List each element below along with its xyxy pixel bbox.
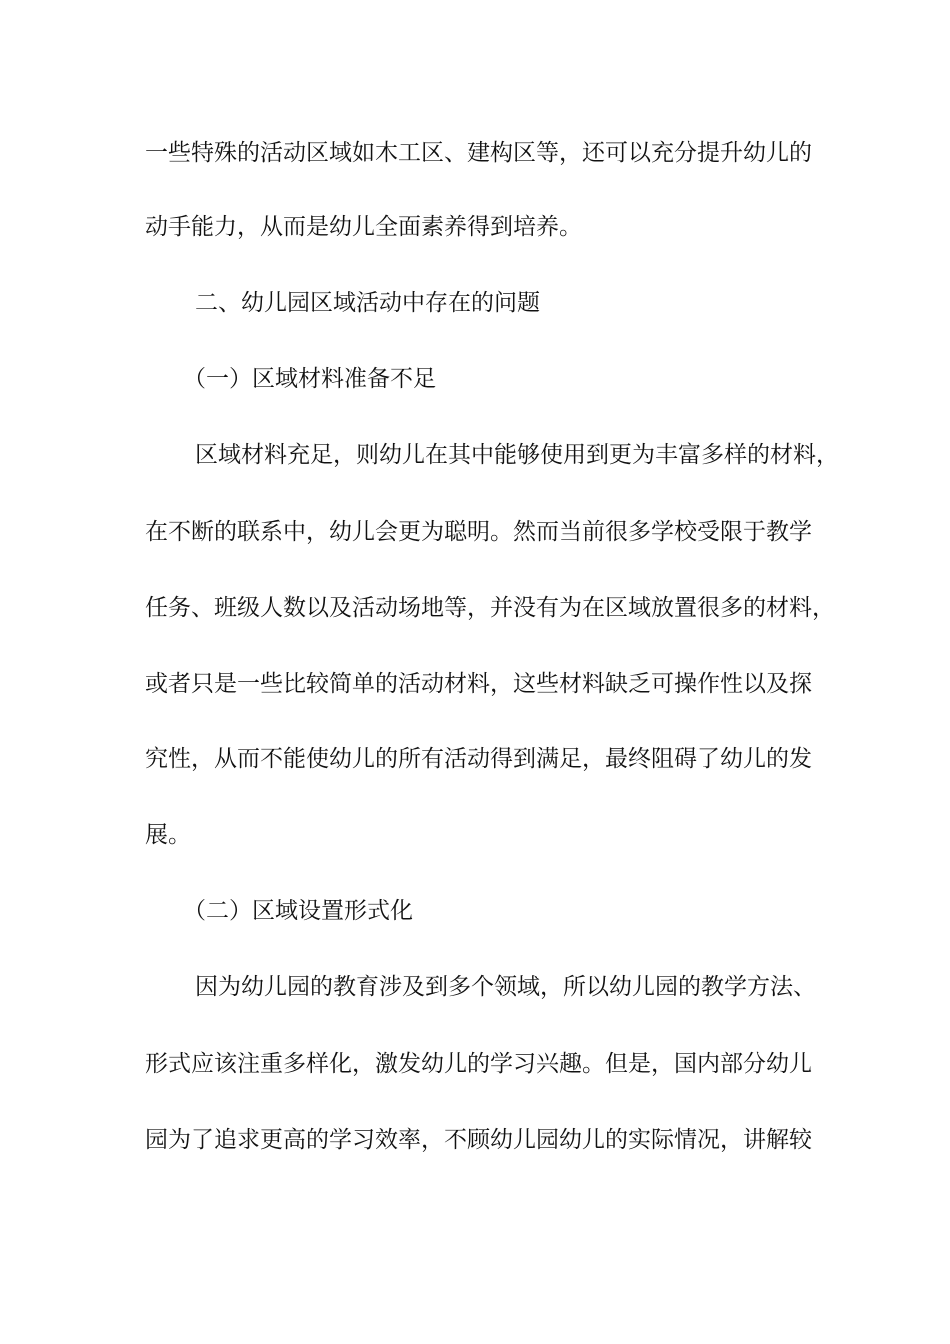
subsection-heading-2: （二）区域设置形式化 bbox=[183, 898, 413, 924]
paragraph-line-2: 在不断的联系中，幼儿会更为聪明。然而当前很多学校受限于教学 bbox=[145, 519, 812, 545]
section-heading: 二、幼儿园区域活动中存在的问题 bbox=[195, 290, 540, 316]
paragraph-line-5: 究性，从而不能使幼儿的所有活动得到满足，最终阻碍了幼儿的发 bbox=[145, 746, 812, 772]
paragraph-line-3: 任务、班级人数以及活动场地等，并没有为在区域放置很多的材料， bbox=[145, 595, 835, 621]
subsection-heading-1: （一）区域材料准备不足 bbox=[183, 366, 436, 392]
paragraph-line-6: 展。 bbox=[145, 822, 191, 848]
paragraph-line-1: 区域材料充足，则幼儿在其中能够使用到更为丰富多样的材料， bbox=[195, 442, 839, 468]
body-line-2: 动手能力，从而是幼儿全面素养得到培养。 bbox=[145, 214, 582, 240]
body-line-1: 一些特殊的活动区域如木工区、建构区等，还可以充分提升幼儿的 bbox=[145, 140, 812, 166]
paragraph2-line-3: 园为了追求更高的学习效率，不顾幼儿园幼儿的实际情况，讲解较 bbox=[145, 1127, 812, 1153]
paragraph2-line-1: 因为幼儿园的教育涉及到多个领域，所以幼儿园的教学方法、 bbox=[195, 974, 816, 1000]
paragraph-line-4: 或者只是一些比较简单的活动材料，这些材料缺乏可操作性以及探 bbox=[145, 671, 812, 697]
paragraph2-line-2: 形式应该注重多样化，激发幼儿的学习兴趣。但是，国内部分幼儿 bbox=[145, 1051, 812, 1077]
